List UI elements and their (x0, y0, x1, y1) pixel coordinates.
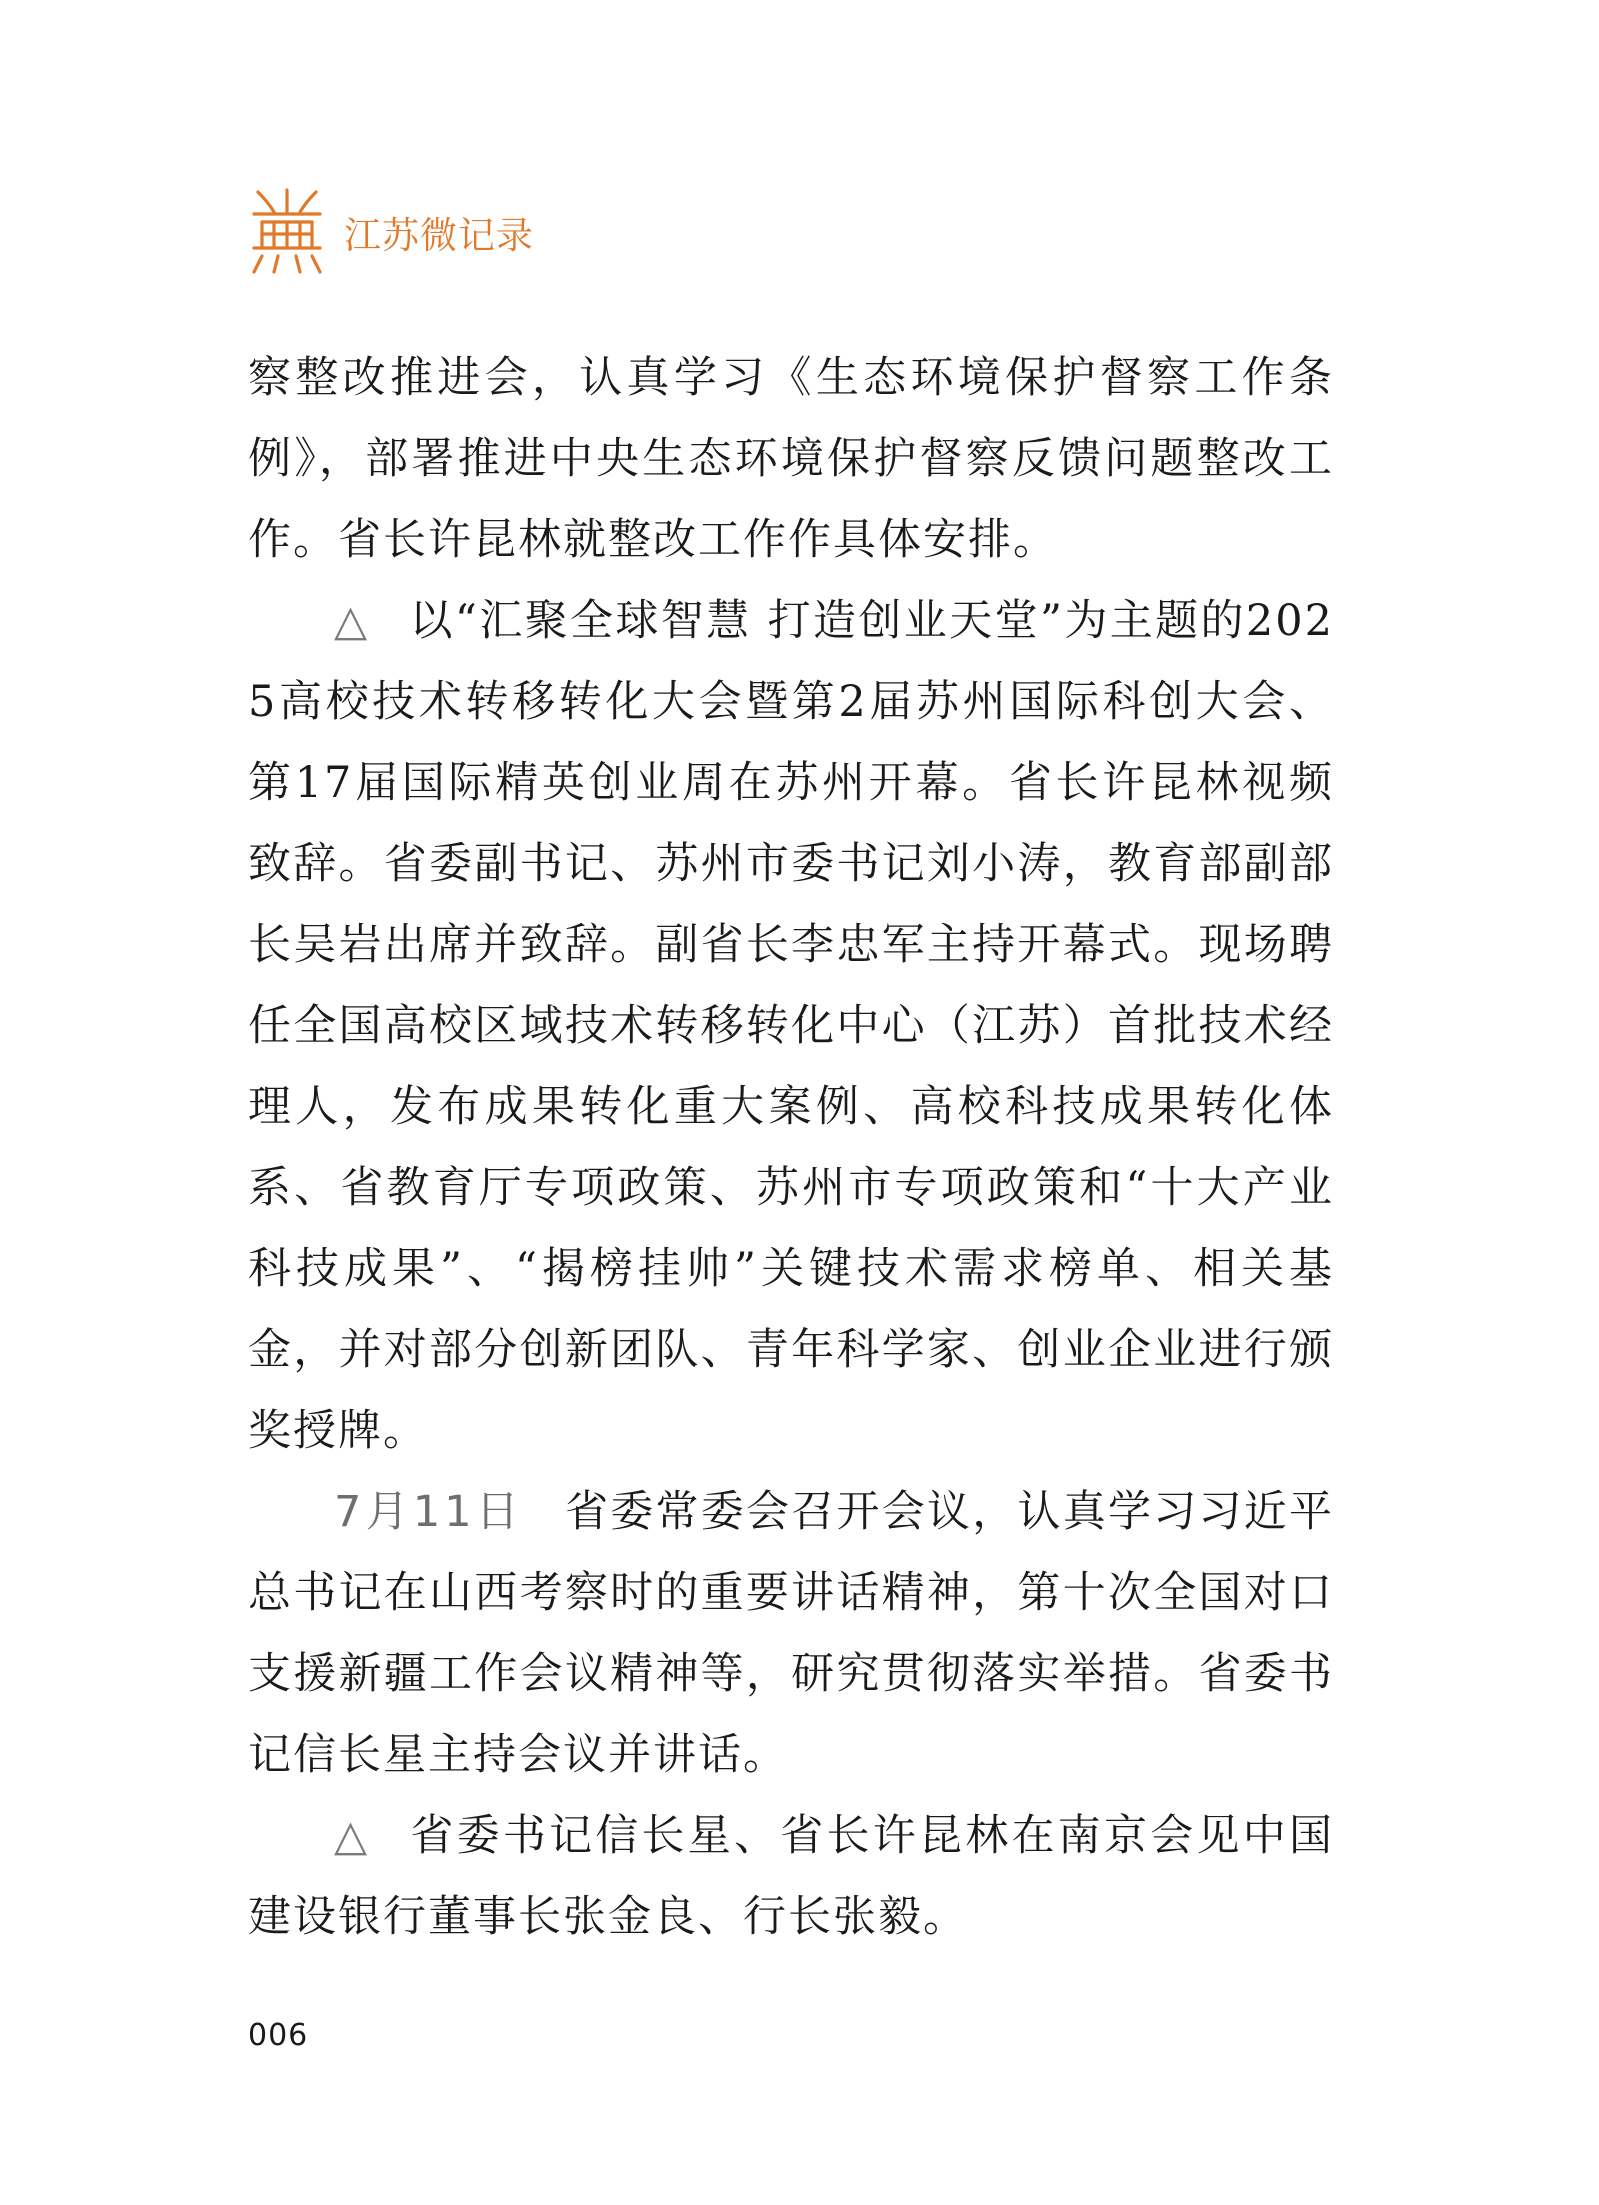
entry-date: 7月11日 (334, 1487, 524, 1537)
document-body (248, 338, 1334, 1958)
paragraph (248, 1472, 1334, 1796)
paragraph (248, 338, 1334, 581)
jiangsu-emblem-icon (248, 186, 326, 278)
paragraph (248, 1796, 1334, 1958)
paragraph-text: 察整改推进会，认真学习《生态环境保护督察工作条例》，部署推进中央生态环境保护督察反馈问题整改工作。省长许昆林就整改工作作具体安排。 (248, 353, 1334, 565)
header-title: 江苏微记录 (344, 213, 534, 257)
page-number: 006 (248, 2018, 309, 2053)
triangle-marker: △ (334, 596, 370, 646)
paragraph (248, 581, 1334, 1472)
paragraph-text: 省委书记信长星、省长许昆林在南京会见中国建设银行董事长张金良、行长张毅。 (248, 1811, 1335, 1942)
paragraph-text: 以“汇聚全球智慧 打造创业天堂”为主题的2025高校技术转移转化大会暨第2届苏州国际科创大会、第17届国际精英创业周在苏州开幕。省长许昆林视频致辞。省委副书记、苏州市委书记刘小涛，教育部副部长吴岩出席并致辞。副省长李忠军主持开幕式。现场聘任全国高校区域技术转移转化中心（江苏）首批技术经理人，发布成果转化重大案例、高校科技成果转化体系、省教育厅专项政策、苏州市专项政策和“十大产业科技成果”、“揭榜挂帅”关键技术需求榜单、相关基金，并对部分创新团队、青年科学家、创业企业进行颁奖授牌。 (248, 596, 1334, 1456)
paragraph-text: 省委常委会召开会议，认真学习习近平总书记在山西考察时的重要讲话精神，第十次全国对口支援新疆工作会议精神等，研究贯彻落实举措。省委书记信长星主持会议并讲话。 (248, 1487, 1334, 1780)
triangle-marker: △ (334, 1811, 371, 1861)
page-header (248, 186, 534, 278)
